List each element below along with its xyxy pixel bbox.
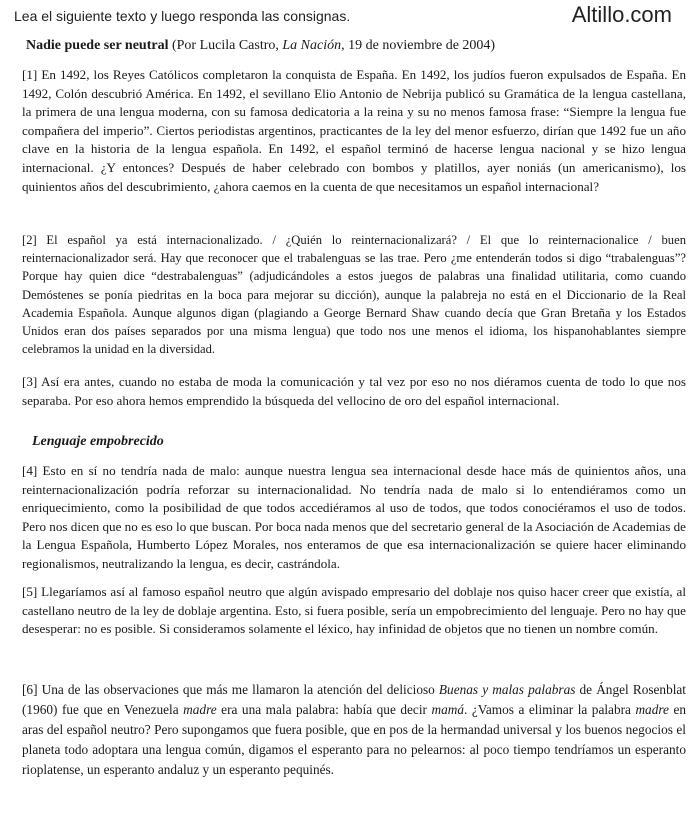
article-title-line [26, 38, 686, 54]
paragraph-2: [2] El español ya está internacionalizado. / ¿Quién lo reinternacionalizará? / El que lo reinternacionalice / buen reinternacionalizador será. Hay que reconocer que el trabalenguas se las trae. Pero ¿me entenderán todos si digo “trabalenguas”? Porque hay quien dice “destrabalenguas” (adjudicándoles a estos juegos de palabras una finalidad utilitaria, como cuando Demóstenes se ponía piedritas en la boca para mejorar su dicción), aunque la palabreja no está en el Diccionario de la Real Academia Española. Aunque algunos digan (plagiando a George Bernard Shaw cuando decía que Gran Bretaña y los Estados Unidos eran dos países separados por una misma lengua) que todo nos une menos el idioma, los hispanohablantes siempre celebramos la unidad en la diversidad. [22, 233, 686, 357]
byline-close: , 19 de noviembre de 2004) [341, 38, 496, 53]
p6-word-madre-2: madre [635, 702, 669, 717]
article-title: Nadie puede ser neutral [26, 38, 169, 53]
p6-word-madre: madre [183, 702, 217, 717]
p6-text-c: era una mala palabra: había que decir [216, 702, 432, 717]
paragraph-1: [1] En 1492, los Reyes Católicos completaron la conquista de España. En 1492, los judíos fueron expulsados de España. En 1492, Colón descubrió América. En 1492, el sevillano Elio Antonio de Nebrija publicó su Gramática de la lengua castellana, la primera de una lengua moderna, con su famosa dedicatoria a la reina y su no menos famosa frase: “Siempre la lengua fue compañera del imperio”. Ciertos periodistas argentinos, practicantes de la ley del menor esfuerzo, dirían que 1492 fue un año clave en la historia de la lengua española. En 1492, el español terminó de hacerse lengua nacional y se hizo lengua internacional. ¿Y entonces? Después de haber celebrado con bombos y platillos, ayer noniás (un americanismo), los quinientos años del descubrimiento, ¿ahora caemos en la cuenta de que necesitamos un español internacional? [22, 67, 686, 194]
p6-book-title: Buenas y malas palabras [438, 682, 576, 697]
p6-text-e: en aras del español neutro? Pero supongamos que fuera posible, que en pos de la hermandad universal y los buenos negocios el planeta todo adoptara una lengua común, digamos el esperanto para no pelearnos: al poco tiempo tendríamos un esperanto rioplatense, un esperanto andaluz y un esperanto pequinés. [22, 702, 687, 777]
p6-text-a: [6] Una de las observaciones que más me llamaron la atención del delicioso [22, 682, 439, 697]
instruction-line: Lea el siguiente texto y luego responda las consignas. [14, 8, 351, 24]
paragraph-3: [3] Así era antes, cuando no estaba de moda la comunicación y tal vez por eso no nos diéramos cuenta de todo lo que nos separaba. Por eso ahora hemos emprendido la búsqueda del vellocino de oro del español internacional. [22, 374, 686, 408]
p6-word-mama: mamá [431, 702, 464, 717]
paragraph-6 [22, 680, 686, 780]
paragraph-4: [4] Esto en sí no tendría nada de malo: aunque nuestra lengua sea internacional desde hace más de quinientos años, una reinternacionalización podría reforzar su internacionalidad. No tendría nada de malo si lo entendiéramos como un enriquecimiento, como la posibilidad de que todos accediéramos al uso de todos, que todos conociéramos el uso de todos. Pero nos dicen que no es eso lo que buscan. Por boca nada menos que del secretario general de la Asociación de Academias de la Lengua Española, Humberto López Morales, nos enteramos de que esa internacionalización se quiere hacer eliminando regionalismos, neutralizando la lengua, es decir, castrándola. [22, 463, 686, 571]
paragraph-5: [5] Llegaríamos así al famoso español neutro que algún avispado empresario del doblaje nos quiso hacer creer que existía, al castellano neutro de la ley de doblaje argentina. Esto, si fuera posible, sería un empobrecimiento del lenguaje. Pero no hay que desesperar: no es posible. Si consideramos solamente el léxico, hay infinidad de objetos que no tienen un nombre común. [22, 584, 686, 637]
section-subheading: Lenguaje empobrecido [32, 434, 164, 449]
byline-source: La Nación [282, 38, 342, 53]
p6-text-b: de Ángel Rosenblat (1960) fue que en Venezuela [22, 682, 687, 717]
site-watermark: Altillo.com [571, 2, 672, 27]
p6-text-d: . ¿Vamos a eliminar la palabra [463, 702, 636, 717]
byline-open: (Por Lucila Castro, [168, 38, 283, 53]
